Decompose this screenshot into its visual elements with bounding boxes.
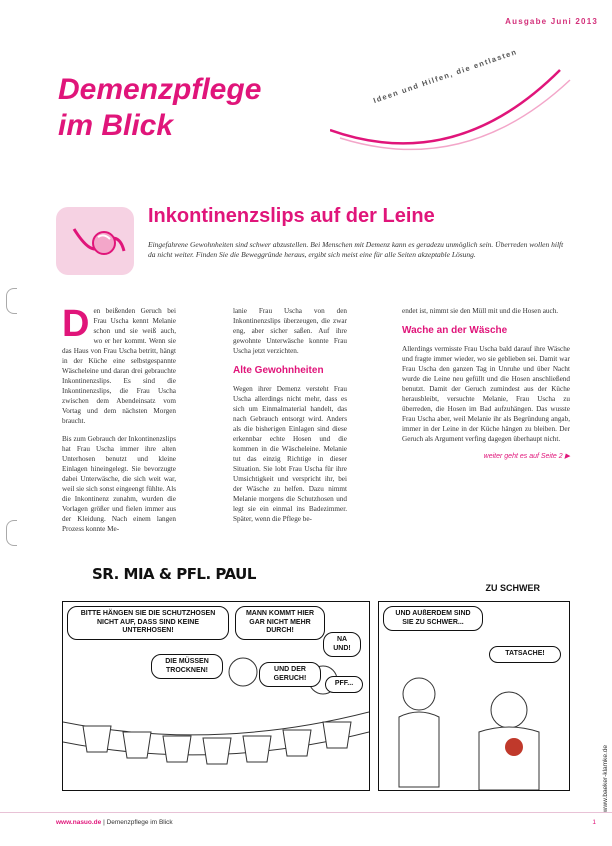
publication-title-line1: Demenzpflege	[58, 73, 262, 106]
speech-bubble: BITTE HÄNGEN SIE DIE SCHUTZHOSEN NICHT AUF, DASS SIND KEINE UNTERHOSEN!	[67, 606, 229, 640]
paragraph: Allerdings vermisste Frau Uscha bald darauf ihre Wäsche und fragte immer wieder, wo sie geblieben sei. Damit war Frau Uscha den ganzen Tag in Unruhe und über Nacht wurde die Leine neu gefüllt und die Hosen anschließend benutzt. Damit der Geruch zumindest aus der Küche herausbleibt, versuchte Melanie, Frau Uscha zu überreden, die Hosen im Bad aufzuhängen. Das wusste Frau Uscha aber, weil Melanie ihr als Begründung angab, immer in der Leine in der Küche hängen zu bleiben. Der Geruch als Argument verfing dagegen überhaupt nicht.	[402, 345, 570, 443]
comic-panel-1	[62, 601, 370, 791]
footer-publication: | Demenzpflege im Blick	[101, 819, 173, 826]
comic-title: SR. MIA & PFL. PAUL	[92, 565, 256, 583]
speech-bubble: NA UND!	[323, 632, 361, 657]
subheading-habits: Alte Gewohnheiten	[233, 365, 324, 376]
issue-date: Ausgabe Juni 2013	[505, 17, 598, 26]
title-swoosh-decoration	[330, 60, 590, 170]
article-column-2	[233, 306, 347, 532]
article-lead: Eingefahrene Gewohnheiten sind schwer abzustellen. Bei Menschen mit Demenz kann es geradezu unmöglich sein. Überreden wollen hilft da nicht weiter. Finden Sie die Beweggründe heraus, ergibt sich meist eine für alle Seiten akzeptable Lösung.	[148, 240, 564, 259]
article-column-1	[62, 303, 176, 542]
underwear-illustration-icon	[54, 205, 136, 277]
page-number: 1	[592, 819, 596, 826]
comic-panel-2	[378, 601, 570, 791]
footer-text	[56, 819, 173, 826]
comic-credit[interactable]: www.baeker-klamke.de	[602, 745, 609, 813]
publication-title	[58, 72, 261, 144]
comic-strip	[62, 565, 570, 797]
speech-bubble: TATSACHE!	[489, 646, 561, 663]
paragraph: en beißenden Geruch bei Frau Uscha kennt Melanie schon und sie weiß auch, wo er her kommt. Wenn sie das Haus von Frau Uscha betritt, hängt in der Küche eine selbstgespannte Wäscheleine und daran drei gebrauchte Inkontinenzslips. Es sind die Inkontinenzslips, die Frau Uscha zwischen dem Abendeinsatz vom Vortag und dem nächsten Morgen braucht.	[62, 307, 176, 425]
article-title: Inkontinenzslips auf der Leine	[148, 205, 435, 227]
continued-link[interactable]: weiter geht es auf Seite 2 ▶	[483, 453, 570, 460]
comic-subtitle: ZU SCHWER	[485, 583, 540, 593]
footer-url-link[interactable]: www.nasuo.de	[56, 819, 102, 826]
speech-bubble: PFF...	[325, 676, 363, 693]
paragraph: lanie Frau Uscha von den Inkontinenzslips überzeugen, die zwar eng, aber sicher saßen. Auf ihre gewohnte Unterwäsche konnte Frau Uscha jetzt verzichten.	[233, 307, 347, 355]
paragraph: Wegen ihrer Demenz versteht Frau Uscha allerdings nicht mehr, dass es sich um Einmalmaterial handelt, das nach Gebrauch entsorgt wird. Anders als die bisherigen Einlagen sind diese erkennbar echte Hosen und die kommen in die Wäscheleine. Melanie tut das einzig Richtige in dieser Situation. Sie lobt Frau Uscha für ihre Umsichtigkeit und verspricht ihr, bei der Wäsche zu helfen. Dazu nimmt Melanie morgens die Schutzhosen und legt sie ein einmal ins Badezimmer. Später, wenn die Pflege be-	[233, 385, 347, 523]
speech-bubble: DIE MÜSSEN TROCKNEN!	[151, 654, 223, 679]
speech-bubble: UND DER GERUCH!	[259, 662, 321, 687]
speech-bubble: MANN KOMMT HIER GAR NICHT MEHR DURCH!	[235, 606, 325, 640]
margin-bracket	[6, 520, 17, 546]
publication-tagline: Ideen und Hilfen, die entlasten	[372, 47, 519, 105]
publication-title-line2: im Blick	[58, 109, 174, 142]
paragraph: endet ist, nimmt sie den Müll mit und die Hosen auch.	[402, 307, 559, 315]
margin-bracket	[6, 288, 17, 314]
subheading-laundry-watch: Wache an der Wäsche	[402, 325, 508, 336]
speech-bubble: UND AUßERDEM SIND SIE ZU SCHWER...	[383, 606, 483, 631]
article-column-3	[402, 306, 570, 462]
dropcap: D	[62, 303, 90, 345]
paragraph: Bis zum Gebrauch der Inkontinenzslips hat Frau Uscha immer ihre alten Unterhosen benutzt und kleine Einlagen hineingelegt. Sie bevorzugte dabei Unterwäsche, die sich weit war, weil sie sich sonst eingeengt fühlte. Als die Inkontinenz zunahm, wurden die Vorlagen größer und fielen immer aus der Kleidung. Nach einem langen Prozess konnte Me-	[62, 435, 176, 533]
